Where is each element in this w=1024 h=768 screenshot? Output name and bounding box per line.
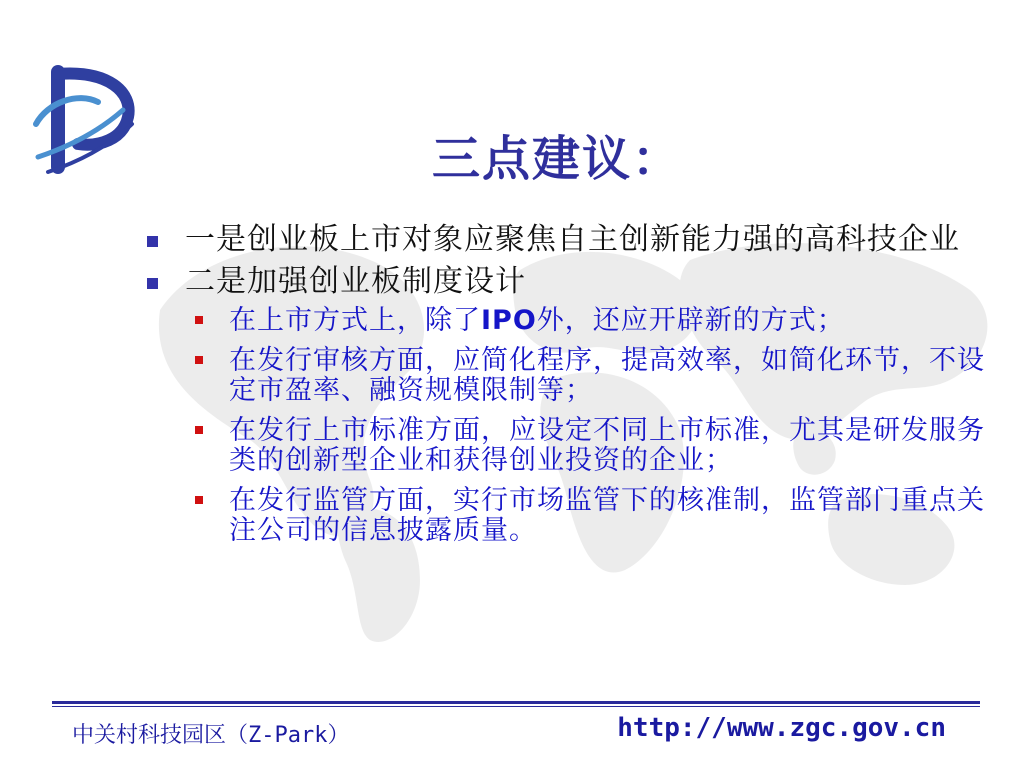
footer-divider-thin <box>52 706 980 707</box>
sub-list-item-text: 在发行审核方面，应简化程序，提高效率，如简化环节，不设定市盈率、融资规模限制等； <box>229 345 985 406</box>
list-item-text: 二是加强创业板制度设计 <box>185 264 526 299</box>
list-item-text: 一是创业板上市对象应聚焦自主创新能力强的高科技企业 <box>185 222 960 257</box>
list-item <box>145 222 995 258</box>
square-bullet-icon <box>147 236 158 247</box>
square-bullet-icon <box>195 496 203 504</box>
square-bullet-icon <box>147 278 158 289</box>
sub-list-item-text-pre: 在上市方式上，除了 <box>229 305 481 336</box>
sub-list-item-text-strong: IPO <box>481 305 537 336</box>
sub-list-item-text: 在发行监管方面，实行市场监管下的核准制，监管部门重点关注公司的信息披露质量。 <box>229 485 985 546</box>
footer-organization: 中关村科技园区（Z-Park） <box>72 723 350 748</box>
list-item <box>145 264 995 300</box>
square-bullet-icon <box>195 356 203 364</box>
footer-url-link[interactable]: http://www.zgc.gov.cn <box>617 713 946 743</box>
square-bullet-icon <box>195 426 203 434</box>
footer-divider <box>52 701 980 707</box>
sub-list-item <box>193 306 995 336</box>
sub-list-item <box>193 486 995 546</box>
footer-divider-thick <box>52 701 980 704</box>
sub-list-item <box>193 346 995 406</box>
square-bullet-icon <box>195 316 203 324</box>
bullet-list <box>145 222 995 556</box>
sub-list-item-text: 在发行上市标准方面，应设定不同上市标准，尤其是研发服务类的创新型企业和获得创业投资的企业； <box>229 415 985 476</box>
slide-title: 三点建议： <box>431 131 682 187</box>
sub-list-item <box>193 416 995 476</box>
sub-list-item-text-post: 外，还应开辟新的方式； <box>536 305 845 336</box>
